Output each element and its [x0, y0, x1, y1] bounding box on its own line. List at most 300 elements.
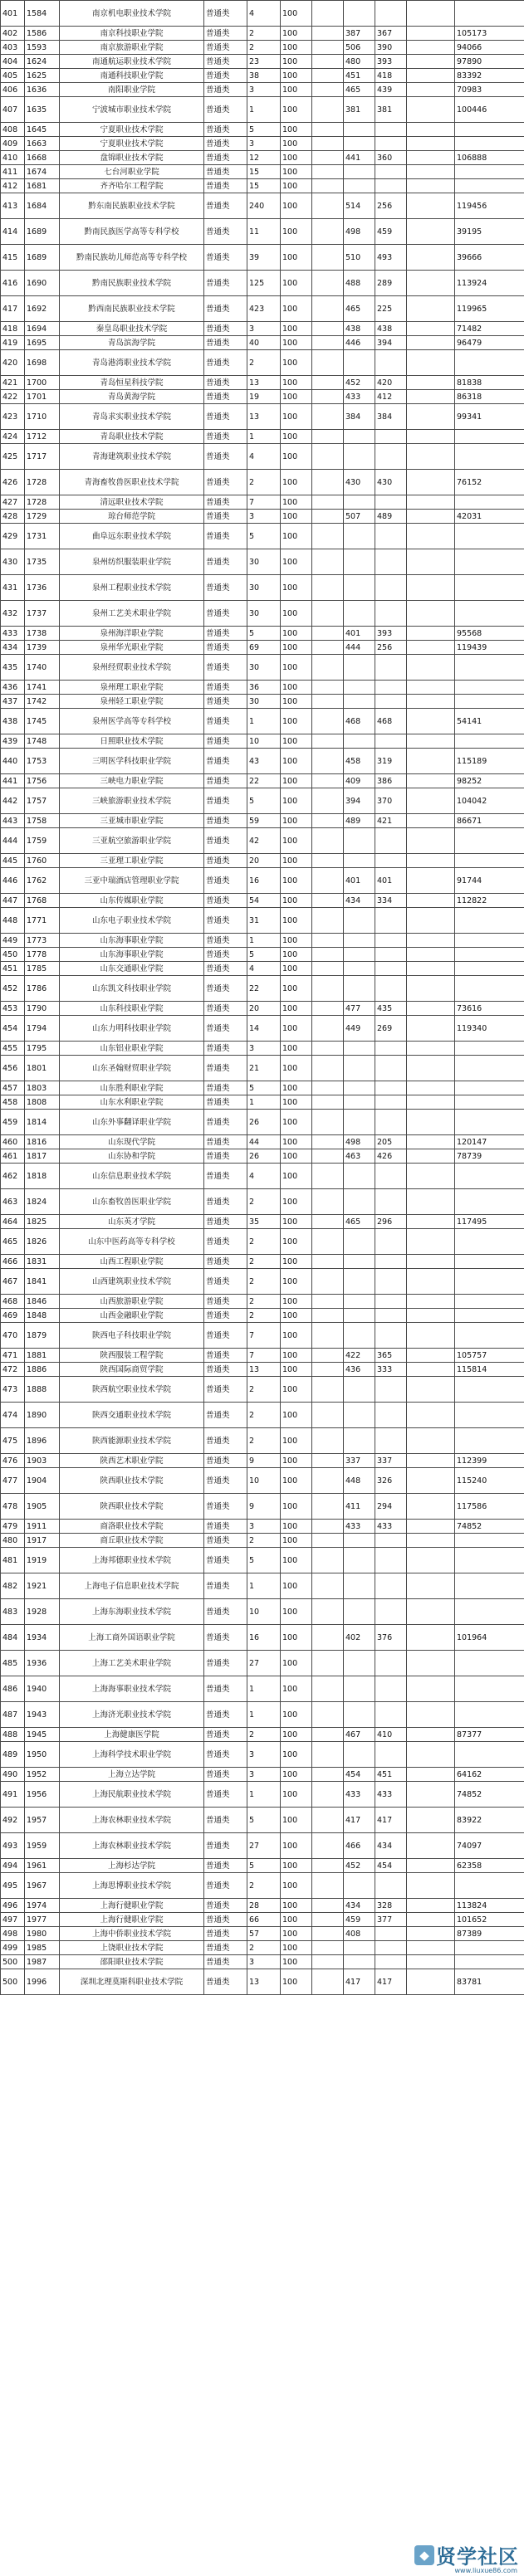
- category-cell: 普通类: [204, 55, 247, 69]
- row-index-cell: 475: [1, 1428, 25, 1454]
- category-cell: 普通类: [204, 749, 247, 774]
- category-cell: 普通类: [204, 1309, 247, 1323]
- school-name-cell: 三亚航空旅游职业学院: [60, 828, 204, 854]
- average-score-cell: [407, 1808, 455, 1833]
- school-name-cell: 陕西职业技术学院: [60, 1494, 204, 1520]
- row-index-cell: 457: [1, 1081, 25, 1095]
- plan-count-cell: 22: [247, 976, 281, 1002]
- row-index-cell: 459: [1, 1110, 25, 1135]
- average-score-cell: [407, 749, 455, 774]
- blank-cell: [312, 1742, 344, 1768]
- full-score-cell: 100: [281, 774, 312, 788]
- rank-cell: 97890: [455, 55, 524, 69]
- table-row: [1, 137, 524, 151]
- table-row: [1, 1859, 524, 1873]
- plan-count-cell: 2: [247, 1728, 281, 1742]
- table-row: [1, 322, 524, 336]
- highest-score-cell: 467: [344, 1728, 375, 1742]
- category-cell: 普通类: [204, 1833, 247, 1859]
- category-cell: 普通类: [204, 1135, 247, 1149]
- rank-cell: 78739: [455, 1149, 524, 1164]
- category-cell: 普通类: [204, 1215, 247, 1229]
- rank-cell: 119456: [455, 193, 524, 219]
- full-score-cell: 100: [281, 495, 312, 510]
- blank-cell: [312, 1651, 344, 1676]
- lowest-score-cell: [375, 179, 407, 193]
- average-score-cell: [407, 1309, 455, 1323]
- school-code-cell: 1957: [25, 1808, 60, 1833]
- school-name-cell: 山东信息职业技术学院: [60, 1164, 204, 1189]
- table-row: [1, 1782, 524, 1808]
- table-row: [1, 962, 524, 976]
- rank-cell: 98252: [455, 774, 524, 788]
- full-score-cell: 100: [281, 524, 312, 549]
- rank-cell: 86671: [455, 814, 524, 828]
- plan-count-cell: 1: [247, 1573, 281, 1599]
- plan-count-cell: 16: [247, 1625, 281, 1651]
- blank-cell: [312, 350, 344, 376]
- plan-count-cell: 27: [247, 1833, 281, 1859]
- average-score-cell: [407, 97, 455, 123]
- lowest-score-cell: [375, 1295, 407, 1309]
- school-name-cell: 黔南民族医学高等专科学校: [60, 219, 204, 245]
- table-row: [1, 1625, 524, 1651]
- average-score-cell: [407, 430, 455, 444]
- average-score-cell: [407, 1135, 455, 1149]
- school-code-cell: 1961: [25, 1859, 60, 1873]
- row-index-cell: 492: [1, 1808, 25, 1833]
- lowest-score-cell: [375, 1676, 407, 1702]
- lowest-score-cell: [375, 1403, 407, 1428]
- watermark-logo: [414, 2540, 519, 2569]
- plan-count-cell: 5: [247, 1808, 281, 1833]
- blank-cell: [312, 137, 344, 151]
- plan-count-cell: 2: [247, 1189, 281, 1215]
- blank-cell: [312, 854, 344, 868]
- average-score-cell: [407, 854, 455, 868]
- highest-score-cell: 417: [344, 1969, 375, 1995]
- row-index-cell: 443: [1, 814, 25, 828]
- lowest-score-cell: [375, 962, 407, 976]
- row-index-cell: 455: [1, 1042, 25, 1056]
- rank-cell: 91744: [455, 868, 524, 894]
- full-score-cell: 100: [281, 1349, 312, 1363]
- row-index-cell: 467: [1, 1269, 25, 1295]
- highest-score-cell: 409: [344, 774, 375, 788]
- category-cell: 普通类: [204, 641, 247, 655]
- blank-cell: [312, 1323, 344, 1349]
- highest-score-cell: 498: [344, 1135, 375, 1149]
- plan-count-cell: 22: [247, 774, 281, 788]
- lowest-score-cell: 438: [375, 322, 407, 336]
- plan-count-cell: 30: [247, 695, 281, 709]
- average-score-cell: [407, 296, 455, 322]
- lowest-score-cell: 370: [375, 788, 407, 814]
- plan-count-cell: 240: [247, 193, 281, 219]
- full-score-cell: 100: [281, 641, 312, 655]
- rank-cell: 94066: [455, 41, 524, 55]
- school-name-cell: 三亚城市职业学院: [60, 814, 204, 828]
- average-score-cell: [407, 641, 455, 655]
- lowest-score-cell: [375, 1742, 407, 1768]
- rank-cell: 71482: [455, 322, 524, 336]
- average-score-cell: [407, 27, 455, 41]
- highest-score-cell: [344, 854, 375, 868]
- school-code-cell: 1756: [25, 774, 60, 788]
- highest-score-cell: 394: [344, 788, 375, 814]
- table-row: [1, 404, 524, 430]
- full-score-cell: 100: [281, 749, 312, 774]
- full-score-cell: 100: [281, 1742, 312, 1768]
- average-score-cell: [407, 179, 455, 193]
- average-score-cell: [407, 1534, 455, 1548]
- lowest-score-cell: [375, 1955, 407, 1969]
- blank-cell: [312, 1363, 344, 1377]
- school-code-cell: 1786: [25, 976, 60, 1002]
- highest-score-cell: [344, 601, 375, 627]
- blank-cell: [312, 1833, 344, 1859]
- school-name-cell: 上海立达学院: [60, 1768, 204, 1782]
- full-score-cell: 100: [281, 1255, 312, 1269]
- rank-cell: [455, 1255, 524, 1269]
- row-index-cell: 409: [1, 137, 25, 151]
- blank-cell: [312, 1782, 344, 1808]
- school-code-cell: 1846: [25, 1295, 60, 1309]
- school-code-cell: 1728: [25, 495, 60, 510]
- full-score-cell: 100: [281, 1468, 312, 1494]
- category-cell: 普通类: [204, 1164, 247, 1189]
- highest-score-cell: 454: [344, 1768, 375, 1782]
- blank-cell: [312, 41, 344, 55]
- rank-cell: 42031: [455, 510, 524, 524]
- rank-cell: [455, 1095, 524, 1110]
- lowest-score-cell: 334: [375, 894, 407, 908]
- school-name-cell: 三亚理工职业学院: [60, 854, 204, 868]
- average-score-cell: [407, 271, 455, 296]
- plan-count-cell: 3: [247, 137, 281, 151]
- rank-cell: [455, 1377, 524, 1403]
- highest-score-cell: [344, 908, 375, 934]
- average-score-cell: [407, 1095, 455, 1110]
- table-row: [1, 1081, 524, 1095]
- lowest-score-cell: 393: [375, 627, 407, 641]
- average-score-cell: [407, 470, 455, 495]
- plan-count-cell: 2: [247, 1403, 281, 1428]
- school-name-cell: 山东英才学院: [60, 1215, 204, 1229]
- highest-score-cell: 465: [344, 296, 375, 322]
- school-code-cell: 1814: [25, 1110, 60, 1135]
- row-index-cell: 473: [1, 1377, 25, 1403]
- table-row: [1, 1323, 524, 1349]
- highest-score-cell: 449: [344, 1016, 375, 1042]
- highest-score-cell: 384: [344, 404, 375, 430]
- blank-cell: [312, 470, 344, 495]
- school-code-cell: 1943: [25, 1702, 60, 1728]
- lowest-score-cell: 367: [375, 27, 407, 41]
- blank-cell: [312, 976, 344, 1002]
- lowest-score-cell: 468: [375, 709, 407, 734]
- school-code-cell: 1742: [25, 695, 60, 709]
- category-cell: 普通类: [204, 151, 247, 165]
- category-cell: 普通类: [204, 1454, 247, 1468]
- school-name-cell: 山西建筑职业技术学院: [60, 1269, 204, 1295]
- full-score-cell: 100: [281, 1295, 312, 1309]
- category-cell: 普通类: [204, 123, 247, 137]
- table-row: [1, 1056, 524, 1081]
- average-score-cell: [407, 655, 455, 681]
- highest-score-cell: [344, 1189, 375, 1215]
- row-index-cell: 437: [1, 695, 25, 709]
- blank-cell: [312, 1873, 344, 1899]
- lowest-score-cell: 430: [375, 470, 407, 495]
- highest-score-cell: [344, 1599, 375, 1625]
- blank-cell: [312, 788, 344, 814]
- blank-cell: [312, 55, 344, 69]
- row-index-cell: 460: [1, 1135, 25, 1149]
- category-cell: 普通类: [204, 1428, 247, 1454]
- school-name-cell: 山东传媒职业学院: [60, 894, 204, 908]
- plan-count-cell: 30: [247, 549, 281, 575]
- table-row: [1, 681, 524, 695]
- table-row: [1, 1149, 524, 1164]
- plan-count-cell: 2: [247, 350, 281, 376]
- school-code-cell: 1668: [25, 151, 60, 165]
- highest-score-cell: 480: [344, 55, 375, 69]
- full-score-cell: 100: [281, 1702, 312, 1728]
- row-index-cell: 478: [1, 1494, 25, 1520]
- highest-score-cell: 459: [344, 1913, 375, 1927]
- school-code-cell: 1950: [25, 1742, 60, 1768]
- category-cell: 普通类: [204, 470, 247, 495]
- rank-cell: 39195: [455, 219, 524, 245]
- school-code-cell: 1831: [25, 1255, 60, 1269]
- school-name-cell: 青岛职业技术学院: [60, 430, 204, 444]
- school-name-cell: 上海行健职业学院: [60, 1913, 204, 1927]
- school-name-cell: 南阳职业学院: [60, 83, 204, 97]
- school-code-cell: 1762: [25, 868, 60, 894]
- lowest-score-cell: [375, 1255, 407, 1269]
- table-row: [1, 1309, 524, 1323]
- row-index-cell: 472: [1, 1363, 25, 1377]
- plan-count-cell: 40: [247, 336, 281, 350]
- row-index-cell: 431: [1, 575, 25, 601]
- table-row: [1, 376, 524, 390]
- full-score-cell: 100: [281, 1913, 312, 1927]
- highest-score-cell: 422: [344, 1349, 375, 1363]
- row-index-cell: 411: [1, 165, 25, 179]
- row-index-cell: 434: [1, 641, 25, 655]
- average-score-cell: [407, 55, 455, 69]
- row-index-cell: 488: [1, 1728, 25, 1742]
- school-code-cell: 1674: [25, 165, 60, 179]
- plan-count-cell: 5: [247, 123, 281, 137]
- school-code-cell: 1818: [25, 1164, 60, 1189]
- row-index-cell: 417: [1, 296, 25, 322]
- category-cell: 普通类: [204, 179, 247, 193]
- rank-cell: [455, 601, 524, 627]
- school-name-cell: 上海济光职业技术学院: [60, 1702, 204, 1728]
- highest-score-cell: [344, 495, 375, 510]
- school-code-cell: 1759: [25, 828, 60, 854]
- school-code-cell: 1694: [25, 322, 60, 336]
- rank-cell: 117586: [455, 1494, 524, 1520]
- table-row: [1, 1349, 524, 1363]
- average-score-cell: [407, 1676, 455, 1702]
- highest-score-cell: 408: [344, 1927, 375, 1941]
- full-score-cell: 100: [281, 390, 312, 404]
- school-code-cell: 1905: [25, 1494, 60, 1520]
- highest-score-cell: [344, 1548, 375, 1573]
- rank-cell: 100446: [455, 97, 524, 123]
- rank-cell: [455, 734, 524, 749]
- lowest-score-cell: [375, 1056, 407, 1081]
- average-score-cell: [407, 1016, 455, 1042]
- row-index-cell: 442: [1, 788, 25, 814]
- school-code-cell: 1824: [25, 1189, 60, 1215]
- average-score-cell: [407, 976, 455, 1002]
- rank-cell: 101652: [455, 1913, 524, 1927]
- school-code-cell: 1826: [25, 1229, 60, 1255]
- table-row: [1, 1002, 524, 1016]
- category-cell: 普通类: [204, 444, 247, 470]
- table-row: [1, 1, 524, 27]
- highest-score-cell: [344, 1110, 375, 1135]
- plan-count-cell: 13: [247, 1363, 281, 1377]
- table-row: [1, 1548, 524, 1573]
- full-score-cell: 100: [281, 1042, 312, 1056]
- school-name-cell: 上饶职业技术学院: [60, 1941, 204, 1955]
- lowest-score-cell: 421: [375, 814, 407, 828]
- school-code-cell: 1701: [25, 390, 60, 404]
- average-score-cell: [407, 1625, 455, 1651]
- full-score-cell: 100: [281, 681, 312, 695]
- lowest-score-cell: [375, 549, 407, 575]
- school-name-cell: 山东畜牧兽医职业学院: [60, 1189, 204, 1215]
- full-score-cell: 100: [281, 219, 312, 245]
- row-index-cell: 464: [1, 1215, 25, 1229]
- full-score-cell: 100: [281, 55, 312, 69]
- plan-count-cell: 1: [247, 1782, 281, 1808]
- lowest-score-cell: 386: [375, 774, 407, 788]
- lowest-score-cell: 433: [375, 1520, 407, 1534]
- plan-count-cell: 2: [247, 1428, 281, 1454]
- row-index-cell: 461: [1, 1149, 25, 1164]
- average-score-cell: [407, 165, 455, 179]
- highest-score-cell: [344, 179, 375, 193]
- school-code-cell: 1841: [25, 1269, 60, 1295]
- full-score-cell: 100: [281, 1927, 312, 1941]
- lowest-score-cell: 225: [375, 296, 407, 322]
- category-cell: 普通类: [204, 1095, 247, 1110]
- school-name-cell: 山西金融职业学院: [60, 1309, 204, 1323]
- blank-cell: [312, 1149, 344, 1164]
- row-index-cell: 430: [1, 549, 25, 575]
- school-code-cell: 1745: [25, 709, 60, 734]
- table-row: [1, 774, 524, 788]
- category-cell: 普通类: [204, 1229, 247, 1255]
- highest-score-cell: 448: [344, 1468, 375, 1494]
- full-score-cell: 100: [281, 1573, 312, 1599]
- blank-cell: [312, 962, 344, 976]
- table-row: [1, 510, 524, 524]
- highest-score-cell: 337: [344, 1454, 375, 1468]
- school-name-cell: 宁夏职业技术学院: [60, 123, 204, 137]
- average-score-cell: [407, 1164, 455, 1189]
- blank-cell: [312, 1042, 344, 1056]
- school-name-cell: 陕西航空职业技术学院: [60, 1377, 204, 1403]
- row-index-cell: 448: [1, 908, 25, 934]
- category-cell: 普通类: [204, 854, 247, 868]
- blank-cell: [312, 97, 344, 123]
- highest-score-cell: 477: [344, 1002, 375, 1016]
- full-score-cell: 100: [281, 69, 312, 83]
- rank-cell: [455, 1, 524, 27]
- rank-cell: 73616: [455, 1002, 524, 1016]
- plan-count-cell: 2: [247, 27, 281, 41]
- row-index-cell: 407: [1, 97, 25, 123]
- lowest-score-cell: [375, 1599, 407, 1625]
- highest-score-cell: [344, 934, 375, 948]
- plan-count-cell: 66: [247, 1913, 281, 1927]
- average-score-cell: [407, 734, 455, 749]
- table-row: [1, 1573, 524, 1599]
- blank-cell: [312, 1295, 344, 1309]
- table-row: [1, 1377, 524, 1403]
- school-name-cell: 山东海事职业学院: [60, 948, 204, 962]
- highest-score-cell: 452: [344, 1859, 375, 1873]
- school-name-cell: 三峡旅游职业技术学院: [60, 788, 204, 814]
- plan-count-cell: 13: [247, 376, 281, 390]
- table-row: [1, 549, 524, 575]
- plan-count-cell: 2: [247, 1377, 281, 1403]
- school-name-cell: 陕西国际商贸学院: [60, 1363, 204, 1377]
- row-index-cell: 462: [1, 1164, 25, 1189]
- blank-cell: [312, 934, 344, 948]
- school-name-cell: 泉州华光职业学院: [60, 641, 204, 655]
- blank-cell: [312, 868, 344, 894]
- full-score-cell: 100: [281, 709, 312, 734]
- average-score-cell: [407, 1454, 455, 1468]
- school-code-cell: 1698: [25, 350, 60, 376]
- school-name-cell: 山东水利职业学院: [60, 1095, 204, 1110]
- school-name-cell: 三峡电力职业学院: [60, 774, 204, 788]
- category-cell: 普通类: [204, 165, 247, 179]
- table-row: [1, 1913, 524, 1927]
- plan-count-cell: 125: [247, 271, 281, 296]
- highest-score-cell: [344, 1702, 375, 1728]
- highest-score-cell: 401: [344, 627, 375, 641]
- plan-count-cell: 4: [247, 1164, 281, 1189]
- row-index-cell: 401: [1, 1, 25, 27]
- row-index-cell: 474: [1, 1403, 25, 1428]
- category-cell: 普通类: [204, 245, 247, 271]
- highest-score-cell: 489: [344, 814, 375, 828]
- plan-count-cell: 3: [247, 1955, 281, 1969]
- row-index-cell: 440: [1, 749, 25, 774]
- plan-count-cell: 42: [247, 828, 281, 854]
- blank-cell: [312, 27, 344, 41]
- school-code-cell: 1624: [25, 55, 60, 69]
- plan-count-cell: 11: [247, 219, 281, 245]
- plan-count-cell: 10: [247, 1599, 281, 1625]
- rank-cell: [455, 575, 524, 601]
- full-score-cell: 100: [281, 322, 312, 336]
- school-code-cell: 1952: [25, 1768, 60, 1782]
- school-name-cell: 南京科技职业学院: [60, 27, 204, 41]
- rank-cell: [455, 1295, 524, 1309]
- school-code-cell: 1645: [25, 123, 60, 137]
- row-index-cell: 423: [1, 404, 25, 430]
